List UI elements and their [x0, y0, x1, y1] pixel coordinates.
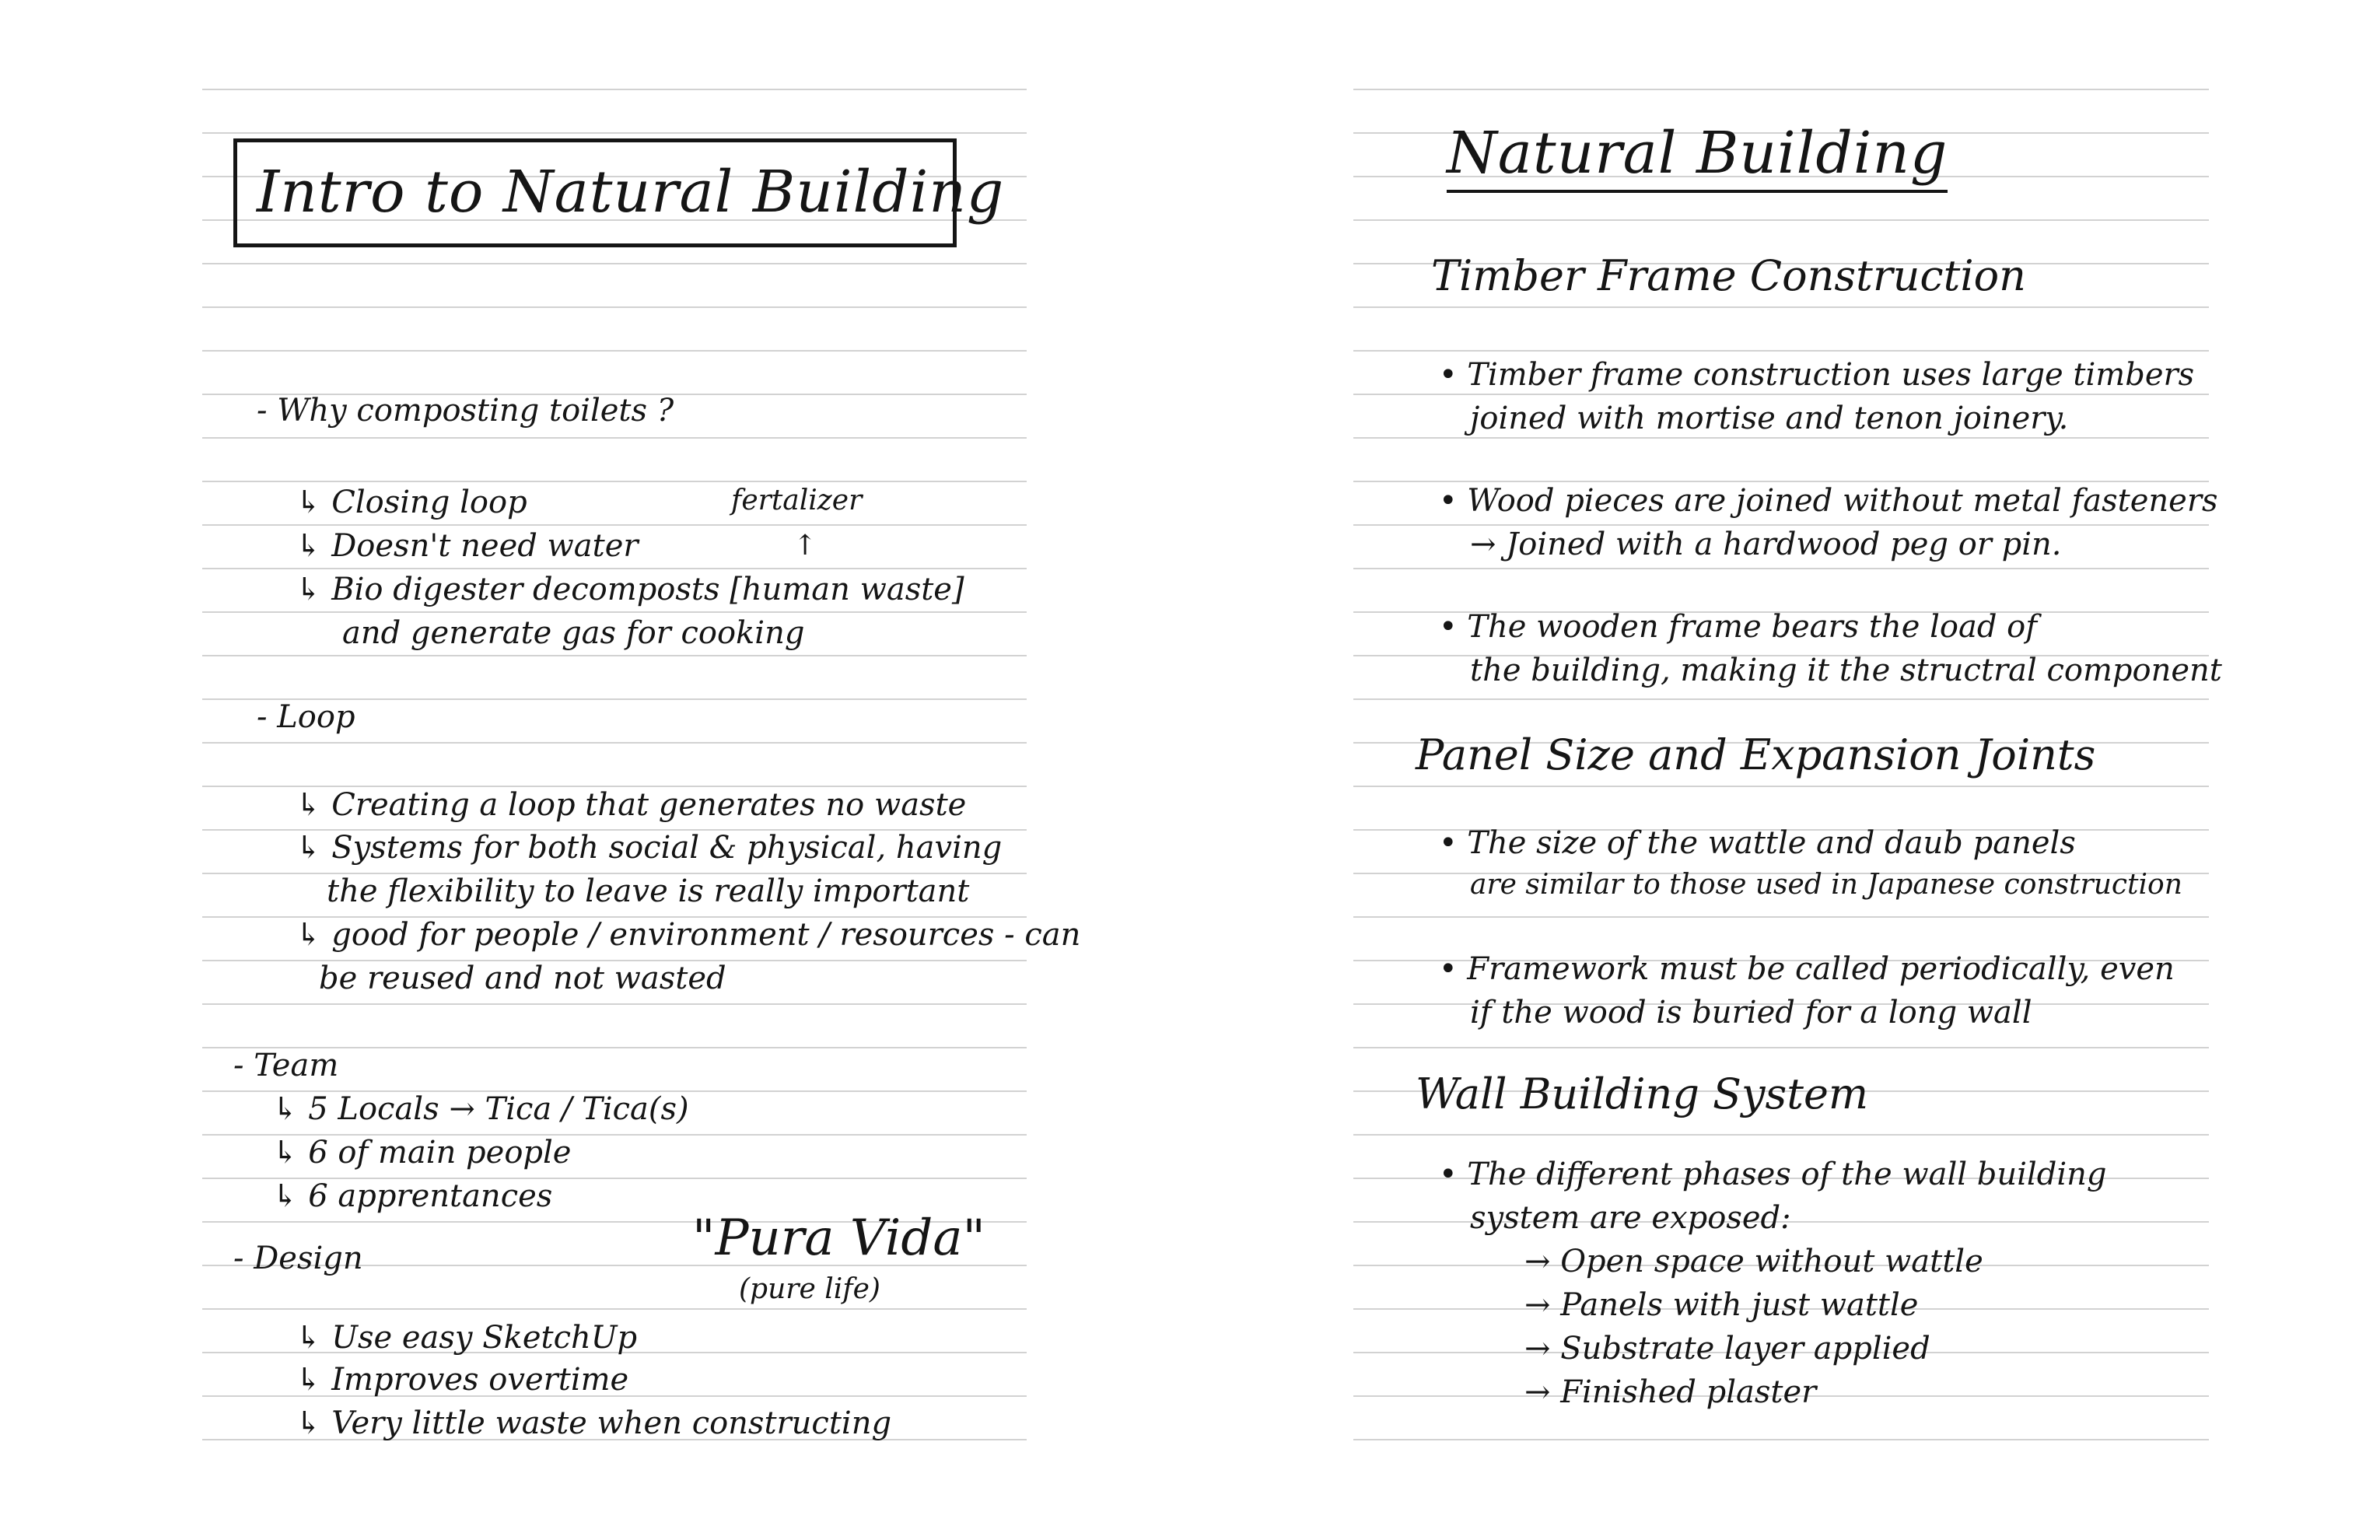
- note-line: and generate gas for cooking: [342, 615, 805, 651]
- note-line: → Joined with a hardwood peg or pin.: [1470, 527, 2062, 562]
- arrow-up-icon: ↑: [793, 530, 817, 562]
- note-line: ↳ 6 apprentances: [272, 1178, 553, 1214]
- section-heading-design: - Design: [233, 1241, 363, 1276]
- note-line: ↳ 5 Locals → Tica / Tica(s): [272, 1091, 689, 1127]
- note-line: → Open space without wattle: [1524, 1244, 1983, 1279]
- note-line: ↳ Improves overtime: [296, 1362, 629, 1398]
- note-line: ↳ Closing loop: [296, 485, 527, 520]
- note-line: • Wood pieces are joined without metal fasteners: [1439, 483, 2218, 519]
- quote-translation: (pure life): [739, 1273, 880, 1305]
- note-line: ↳ Use easy SketchUp: [296, 1320, 638, 1356]
- note-line: → Substrate layer applied: [1524, 1331, 1930, 1367]
- note-line: joined with mortise and tenon joinery.: [1470, 401, 2069, 436]
- note-line: be reused and not wasted: [319, 961, 726, 996]
- note-annotation: fertalizer: [731, 485, 863, 516]
- section-heading-wall-building: Wall Building System: [1416, 1069, 1869, 1118]
- note-line: ↳ 6 of main people: [272, 1135, 572, 1171]
- page-title: Natural Building: [1447, 124, 1948, 193]
- note-line: ↳ Very little waste when constructing: [296, 1405, 892, 1441]
- note-line: • The size of the wattle and daub panels: [1439, 825, 2076, 861]
- note-line: → Finished plaster: [1524, 1374, 1817, 1410]
- notebook-page-left: [202, 47, 1081, 1478]
- note-line: • The wooden frame bears the load of: [1439, 609, 2038, 645]
- section-heading-panel-size: Panel Size and Expansion Joints: [1416, 730, 2096, 779]
- section-heading-composting-toilets: - Why composting toilets ?: [257, 393, 674, 429]
- section-heading-team: - Team: [233, 1048, 339, 1083]
- notebook-page-right: [1353, 47, 2222, 1478]
- note-line: • Timber frame construction uses large timbers: [1439, 357, 2195, 393]
- note-line: ↳ good for people / environment / resources - can: [296, 917, 1081, 953]
- note-line: if the wood is buried for a long wall: [1470, 995, 2032, 1031]
- note-line: → Panels with just wattle: [1524, 1287, 1919, 1323]
- note-line: • The different phases of the wall building: [1439, 1157, 2107, 1192]
- section-heading-loop: - Loop: [257, 699, 355, 735]
- note-line: are similar to those used in Japanese construction: [1470, 869, 2182, 901]
- quote-pura-vida: "Pura Vida": [692, 1209, 985, 1267]
- note-line: ↳ Bio digester decomposts [human waste]: [296, 572, 964, 607]
- note-line: system are exposed:: [1470, 1200, 1791, 1236]
- section-heading-timber-frame: Timber Frame Construction: [1431, 251, 2026, 300]
- page-title: Intro to Natural Building: [257, 159, 1005, 226]
- note-line: the building, making it the structral component: [1470, 653, 2222, 688]
- note-line: • Framework must be called periodically, even: [1439, 951, 2175, 987]
- note-line: ↳ Systems for both social & physical, having: [296, 830, 1003, 866]
- note-line: the flexibility to leave is really important: [327, 873, 970, 909]
- note-line: ↳ Creating a loop that generates no waste: [296, 787, 967, 823]
- note-line: ↳ Doesn't need water: [296, 528, 639, 564]
